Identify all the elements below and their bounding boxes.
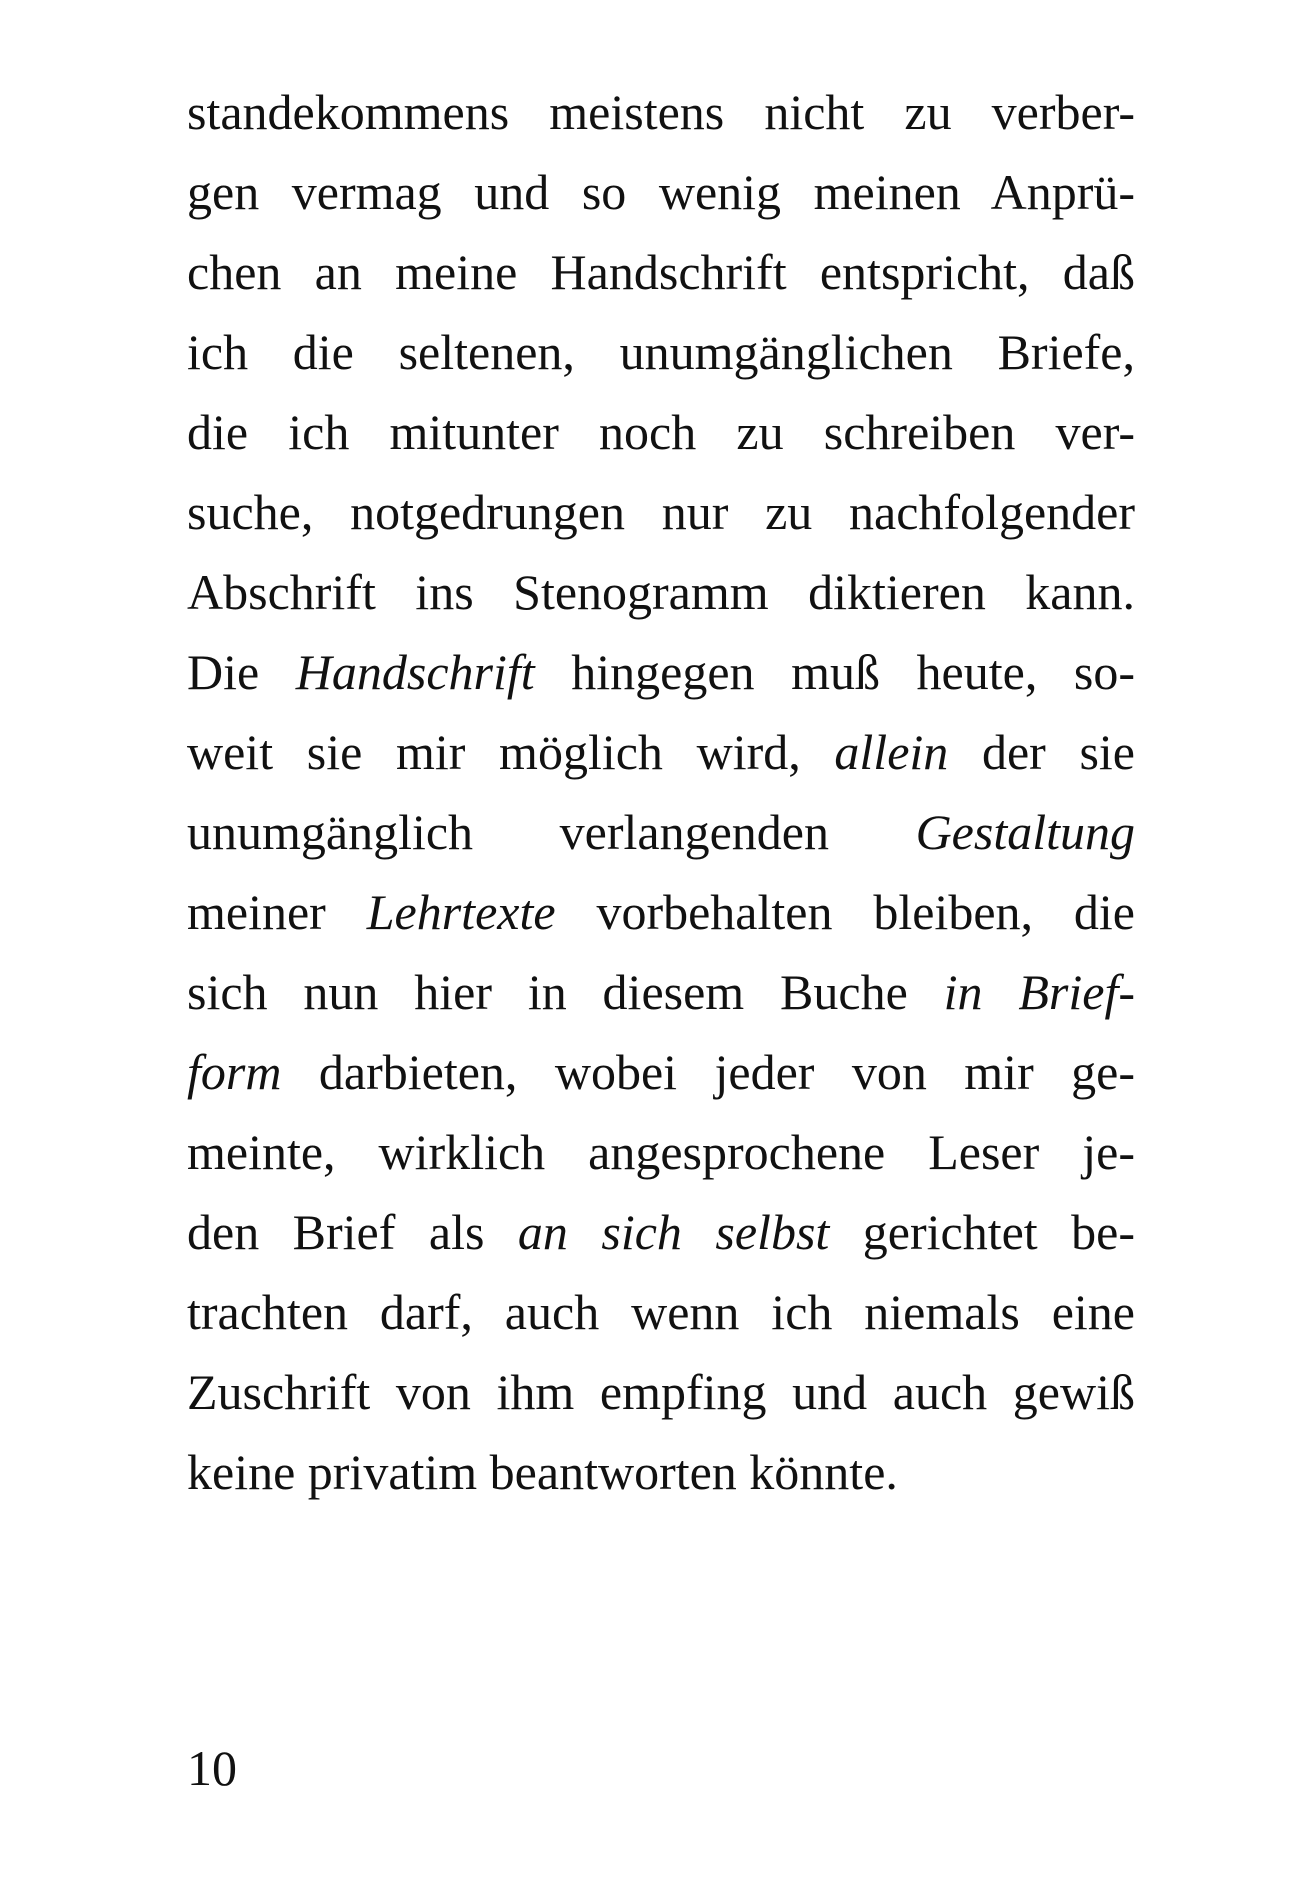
text-segment: meiner xyxy=(187,884,367,940)
text-segment: den Brief als xyxy=(187,1204,518,1260)
italic-text: in Brief- xyxy=(943,964,1135,1020)
text-segment: hingegen muß heute, so- xyxy=(534,644,1135,700)
text-line xyxy=(187,552,1135,632)
text-line xyxy=(187,792,1135,872)
text-segment: standekommens meistens nicht zu verber- xyxy=(187,84,1135,140)
text-segment: Die xyxy=(187,644,296,700)
italic-text: an sich selbst xyxy=(517,1204,830,1260)
text-line xyxy=(187,1272,1135,1352)
text-segment: Zuschrift von ihm empfing und auch gewiß xyxy=(187,1364,1135,1420)
text-segment: gen vermag und so wenig meinen Anprü- xyxy=(187,164,1135,220)
italic-text: Gestaltung xyxy=(915,804,1135,860)
text-segment: sich nun hier in diesem Buche xyxy=(187,964,944,1020)
text-segment: darbieten, wobei jeder von mir ge- xyxy=(281,1044,1135,1100)
italic-text: Lehrtexte xyxy=(366,884,556,940)
text-line xyxy=(187,152,1135,232)
text-segment: trachten darf, auch wenn ich niemals eine xyxy=(187,1284,1135,1340)
text-segment: meinte, wirklich angesprochene Leser je- xyxy=(187,1124,1135,1180)
text-line xyxy=(187,72,1135,152)
text-segment: vorbehalten bleiben, die xyxy=(555,884,1135,940)
page-number: 10 xyxy=(187,1740,237,1796)
text-line xyxy=(187,232,1135,312)
italic-text: allein xyxy=(834,724,949,780)
text-line xyxy=(187,952,1135,1032)
text-line xyxy=(187,392,1135,472)
text-line xyxy=(187,632,1135,712)
text-line xyxy=(187,872,1135,952)
text-line xyxy=(187,1432,1135,1512)
text-segment: gerichtet be- xyxy=(829,1204,1135,1260)
text-segment: unumgänglich verlangenden xyxy=(187,804,916,860)
text-line xyxy=(187,1192,1135,1272)
text-line xyxy=(187,1112,1135,1192)
text-line xyxy=(187,712,1135,792)
text-segment: ich die seltenen, unumgänglichen Briefe, xyxy=(187,324,1135,380)
text-segment: suche, notgedrungen nur zu nachfolgender xyxy=(187,484,1135,540)
text-line xyxy=(187,1032,1135,1112)
text-segment: Abschrift ins Stenogramm diktieren kann. xyxy=(187,564,1135,620)
body-text xyxy=(187,72,1135,1512)
text-line xyxy=(187,312,1135,392)
italic-text: Handschrift xyxy=(295,644,535,700)
text-segment: chen an meine Handschrift entspricht, daß xyxy=(187,244,1135,300)
text-segment: keine privatim beantworten könnte. xyxy=(187,1444,898,1500)
italic-text: form xyxy=(187,1044,282,1100)
text-segment: die ich mitunter noch zu schreiben ver- xyxy=(187,404,1135,460)
text-line xyxy=(187,472,1135,552)
text-segment: der sie xyxy=(948,724,1135,780)
text-line xyxy=(187,1352,1135,1432)
text-segment: weit sie mir möglich wird, xyxy=(187,724,835,780)
